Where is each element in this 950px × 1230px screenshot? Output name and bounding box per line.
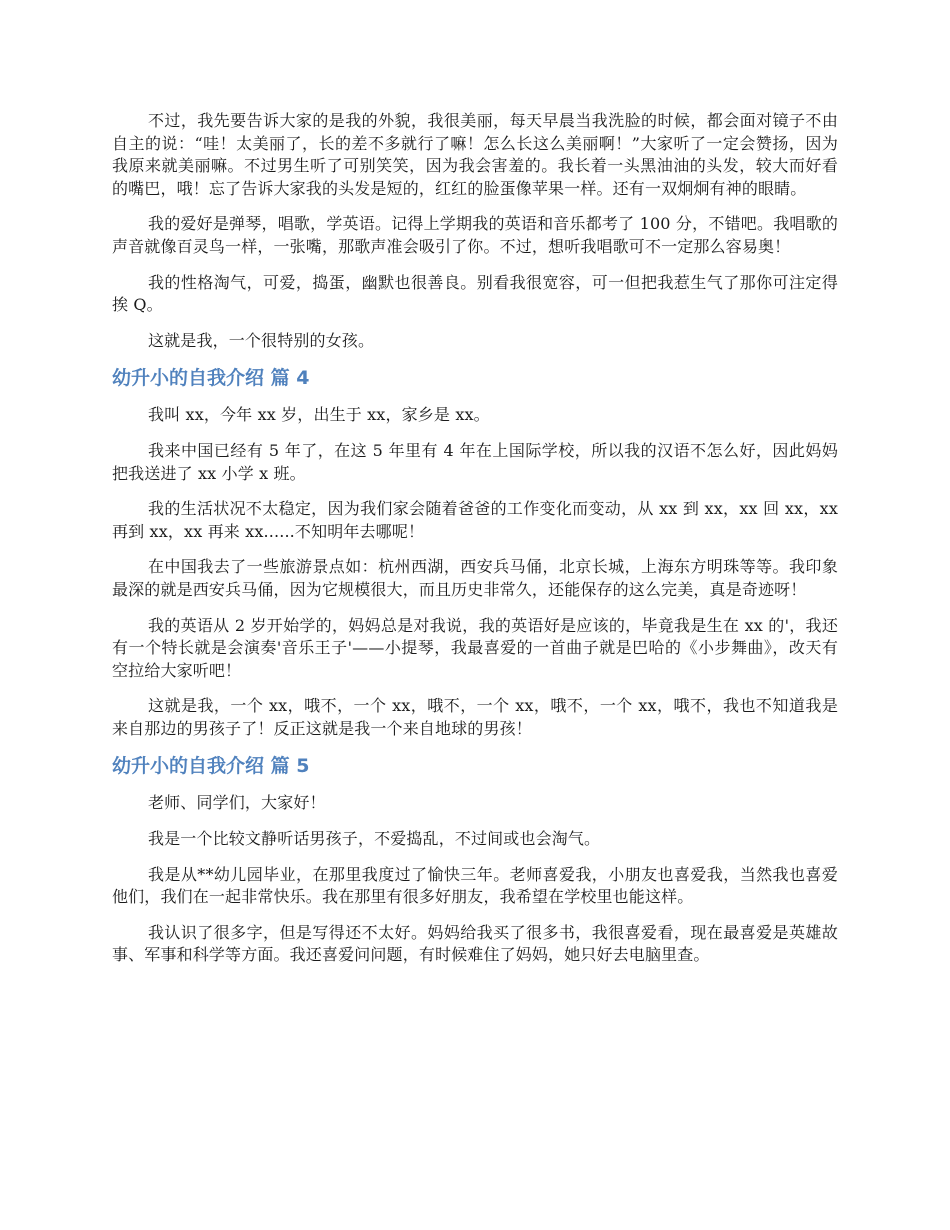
paragraph: 我来中国已经有 5 年了，在这 5 年里有 4 年在上国际学校，所以我的汉语不怎么好，因此妈妈把我送进了 xx 小学 x 班。 — [112, 440, 838, 483]
paragraph: 这就是我，一个很特别的女孩。 — [148, 330, 375, 350]
paragraph: 老师、同学们，大家好！ — [148, 793, 326, 813]
paragraph: 我认识了很多字，但是写得还不太好。妈妈给我买了很多书，我很喜爱看，现在最喜爱是英雄故事、军事和科学等方面。我还喜爱问问题，有时候难住了妈妈，她只好去电脑里查。 — [112, 922, 838, 965]
document-page — [112, 110, 838, 980]
paragraph: 我的生活状况不太稳定，因为我们家会随着爸爸的工作变化而变动，从 xx 到 xx，xx 回 xx，xx 再到 xx，xx 再来 xx......不知明年去哪呢！ — [112, 499, 838, 541]
paragraph: 我是从**幼儿园毕业，在那里我度过了愉快三年。老师喜爱我，小朋友也喜爱我，当然我也喜爱他们，我们在一起非常快乐。我在那里有很多好朋友，我希望在学校里也能这样。 — [112, 864, 838, 907]
paragraph: 我的爱好是弹琴，唱歌，学英语。记得上学期我的英语和音乐都考了 100 分，不错吧。我唱歌的声音就像百灵鸟一样，一张嘴，那歌声准会吸引了你。不过，想听我唱歌可不一定那么容易奥！ — [112, 214, 838, 256]
section-heading-4: 幼升小的自我介绍 篇 4 — [112, 367, 310, 390]
paragraph: 在中国我去了一些旅游景点如：杭州西湖，西安兵马俑，北京长城，上海东方明珠等等。我印象最深的就是西安兵马俑，因为它规模很大，而且历史非常久，还能保存的这么完美，真是奇迹呀！ — [112, 557, 838, 599]
paragraph: 我叫 xx，今年 xx 岁，出生于 xx，家乡是 xx。 — [148, 405, 490, 425]
paragraph: 这就是我，一个 xx，哦不，一个 xx，哦不，一个 xx，哦不，一个 xx，哦不，我也不知道我是来自那边的男孩子了！反正这就是我一个来自地球的男孩！ — [112, 696, 838, 738]
paragraph: 不过，我先要告诉大家的是我的外貌，我很美丽，每天早晨当我洗脸的时候，都会面对镜子不由自主的说：“哇！太美丽了，长的差不多就行了嘛！怎么长这么美丽啊！”大家听了一定会赞扬，因为我原来就美丽嘛。不过男生听了可别笑笑，因为我会害羞的。我长着一头黑油油的头发，较大而好看的嘴巴，哦！忘了告诉大家我的头发是短的，红红的脸蛋像苹果一样。还有一双炯炯有神的眼睛。 — [112, 111, 838, 198]
section-heading-5: 幼升小的自我介绍 篇 5 — [112, 755, 310, 778]
paragraph: 我的性格淘气，可爱，捣蛋，幽默也很善良。别看我很宽容，可一但把我惹生气了那你可注定得挨 Q。 — [112, 272, 838, 315]
paragraph: 我是一个比较文静听话男孩子，不爱捣乱，不过间或也会淘气。 — [148, 829, 601, 849]
paragraph: 我的英语从 2 岁开始学的，妈妈总是对我说，我的英语好是应该的，毕竟我是生在 xx 的'，我还有一个特长就是会演奏'音乐王子'——小提琴，我最喜爱的一首曲子就是巴哈的《小步舞曲》，改天有空拉给大家听吧！ — [112, 615, 838, 680]
